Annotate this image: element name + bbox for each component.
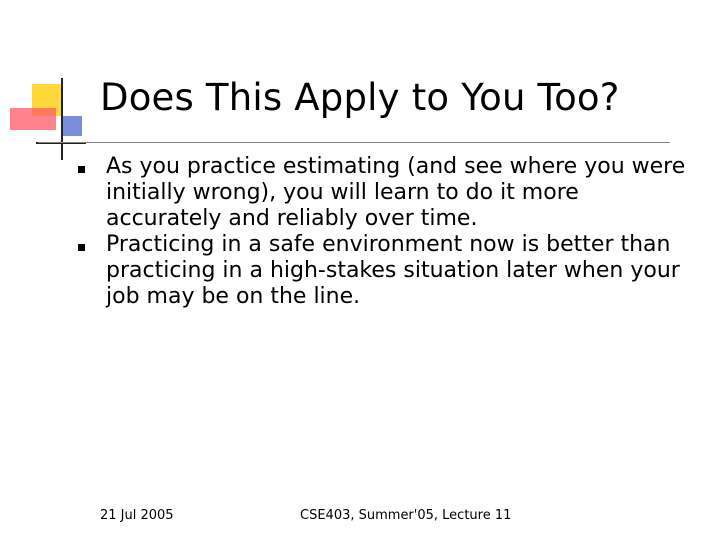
title-underline [38, 142, 670, 143]
title-decoration [0, 0, 110, 170]
slide-title: Does This Apply to You Too? [100, 76, 620, 119]
bullet-square-icon [78, 166, 85, 173]
bullet-text: As you practice estimating (and see where you were initially wrong), you will learn to do it more accurately and reliably over time. [106, 154, 686, 231]
decoration-vertical-line [61, 78, 63, 160]
bullet-square-icon [78, 244, 85, 251]
decoration-blue-square [62, 116, 82, 136]
bullet-text: Practicing in a safe environment now is better than practicing in a high-stakes situation later when your job may be on the line. [106, 232, 680, 309]
bullet-item [78, 232, 698, 310]
footer-course-info: CSE403, Summer'05, Lecture 11 [300, 508, 512, 523]
bullet-item [78, 154, 698, 232]
decoration-red-bar [10, 108, 56, 130]
bullet-list [78, 154, 698, 310]
footer-date: 21 Jul 2005 [100, 508, 174, 523]
